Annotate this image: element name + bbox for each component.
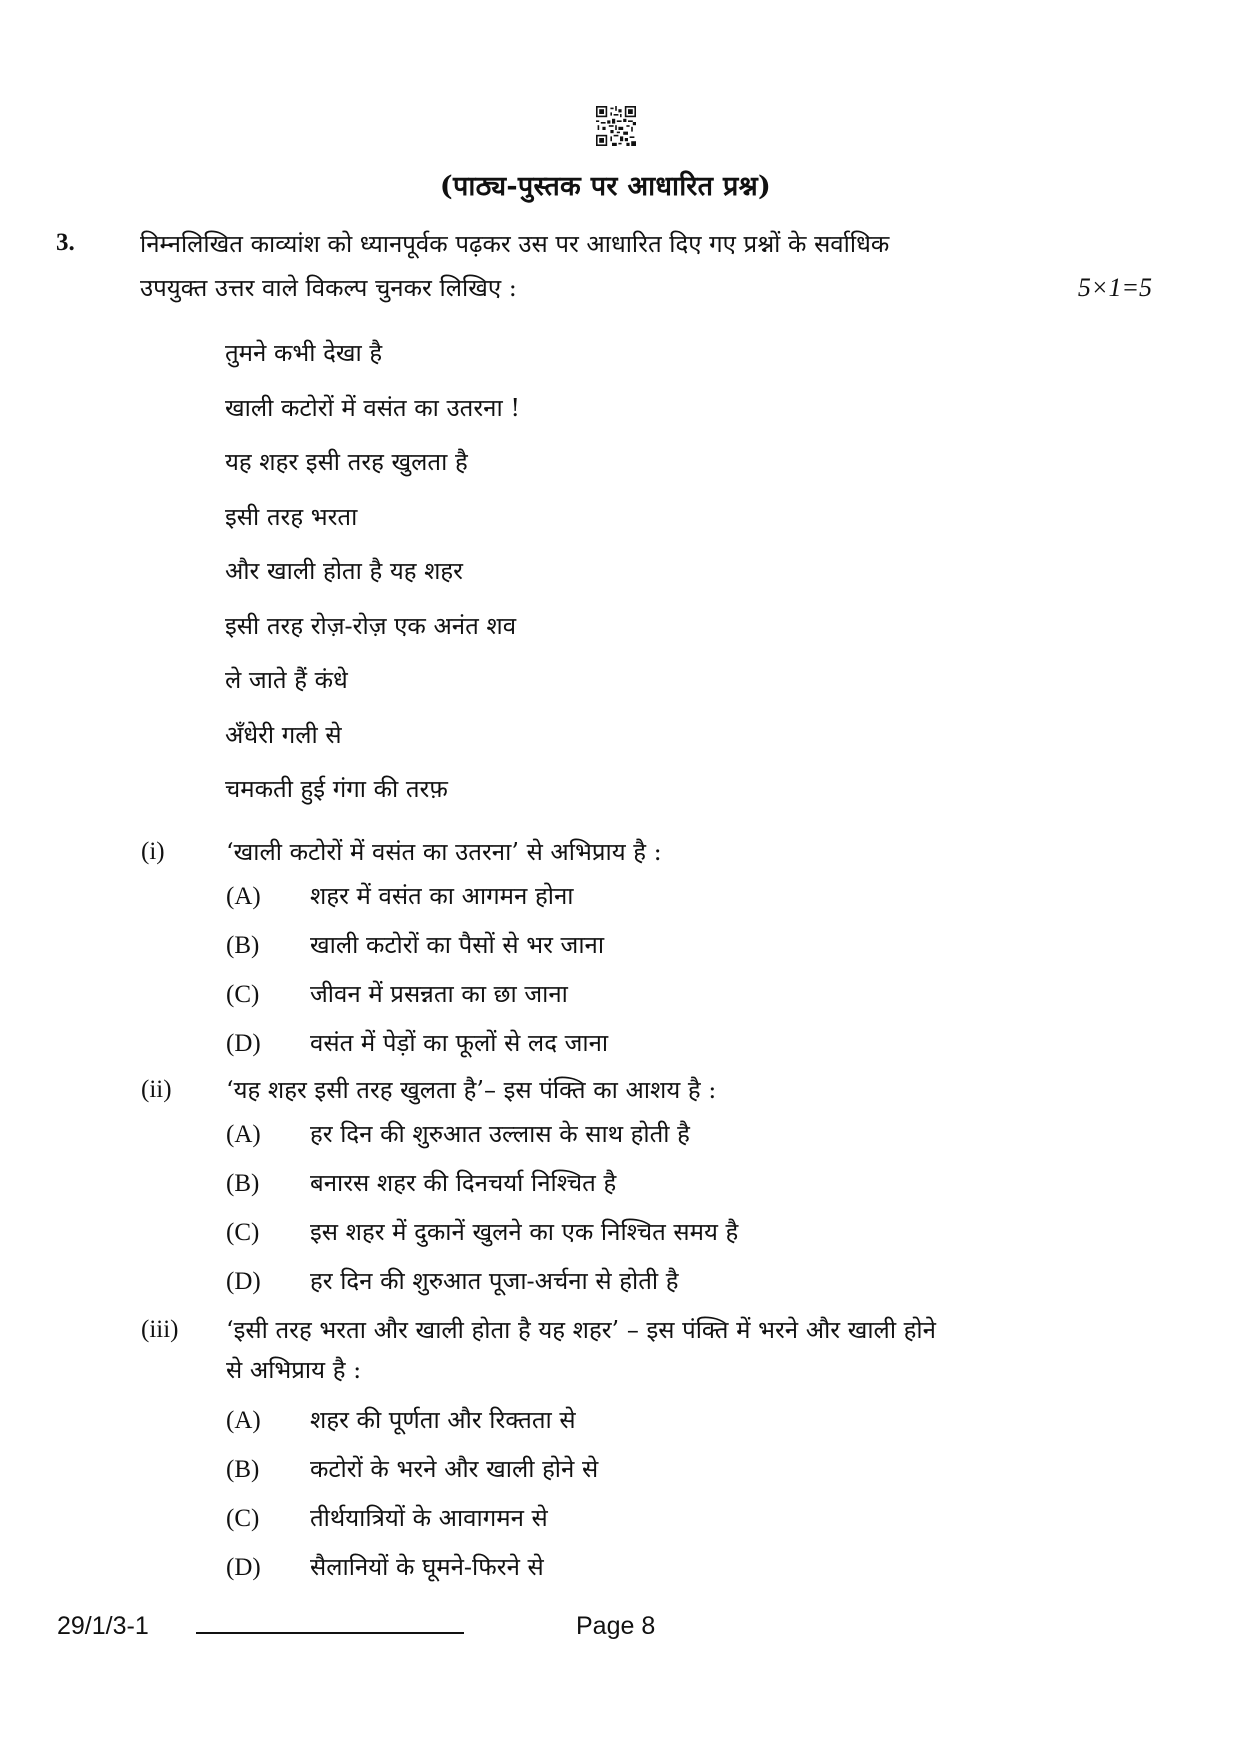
- option-text: सैलानियों के घूमने-फिरने से: [310, 1553, 544, 1581]
- poem-excerpt: [225, 338, 520, 829]
- option: [226, 1215, 738, 1248]
- option-text: खाली कटोरों का पैसों से भर जाना: [310, 931, 605, 959]
- poem-line: चमकती हुई गंगा की तरफ़: [225, 775, 448, 803]
- page-number: Page 8: [576, 1612, 656, 1640]
- option-label: (D): [226, 1030, 261, 1057]
- option: [226, 1550, 544, 1583]
- question-text: [140, 222, 1152, 310]
- poem-line: यह शहर इसी तरह खुलता है: [225, 448, 468, 476]
- poem-line: इसी तरह रोज़-रोज़ एक अनंत शव: [225, 611, 517, 640]
- subquestion-number: (i): [141, 838, 165, 865]
- option-label: (A): [226, 883, 261, 910]
- option-text: हर दिन की शुरुआत पूजा-अर्चना से होती है: [310, 1267, 679, 1295]
- paper-code: 29/1/3-1: [57, 1612, 149, 1640]
- poem-line: इसी तरह भरता: [225, 502, 358, 531]
- option-label: (C): [226, 1505, 260, 1532]
- option: [226, 1166, 616, 1199]
- option-text: शहर में वसंत का आगमन होना: [310, 882, 574, 910]
- marks-label: 5×1=5: [1077, 273, 1152, 302]
- option-label: (B): [226, 932, 260, 959]
- option-text: बनारस शहर की दिनचर्या निश्चित है: [310, 1169, 617, 1197]
- qr-code-icon: [596, 106, 636, 146]
- subquestion-number: (ii): [141, 1076, 172, 1103]
- poem-line: और खाली होता है यह शहर: [225, 557, 463, 585]
- poem-line: अँधेरी गली से: [225, 720, 342, 749]
- option-text: कटोरों के भरने और खाली होने से: [310, 1455, 599, 1483]
- option: [226, 879, 573, 912]
- option: [226, 1452, 598, 1485]
- option: [226, 1264, 678, 1297]
- option-text: वसंत में पेड़ों का फूलों से लद जाना: [310, 1029, 609, 1057]
- option: [226, 1117, 690, 1150]
- subquestion-number: (iii): [141, 1316, 179, 1343]
- question-text-line-2: उपयुक्त उत्तर वाले विकल्प चुनकर लिखिए :: [140, 274, 517, 302]
- subquestion-stem: [226, 1310, 1241, 1390]
- option-text: तीर्थयात्रियों के आवागमन से: [310, 1504, 548, 1532]
- option-label: (B): [226, 1170, 260, 1197]
- option: [226, 1403, 576, 1436]
- option-label: (B): [226, 1456, 260, 1483]
- question-text-line-1: निम्नलिखित काव्यांश को ध्यानपूर्वक पढ़कर उस पर आधारित दिए गए प्रश्नों के सर्वाधिक: [140, 230, 890, 258]
- option-label: (C): [226, 981, 260, 1008]
- option-label: (A): [226, 1121, 261, 1148]
- option-text: हर दिन की शुरुआत उल्लास के साथ होती है: [310, 1120, 690, 1148]
- option: [226, 1501, 548, 1534]
- question-number: 3.: [56, 229, 75, 256]
- footer-divider: [196, 1632, 464, 1634]
- option-label: (C): [226, 1219, 260, 1246]
- option-label: (A): [226, 1407, 261, 1434]
- option-text: शहर की पूर्णता और रिक्तता से: [310, 1406, 576, 1434]
- option-label: (D): [226, 1268, 261, 1295]
- section-title: (पाठ्य-पुस्तक पर आधारित प्रश्न): [439, 171, 772, 202]
- subquestion-stem-line-1: ‘इसी तरह भरता और खाली होता है यह शहर’ – इस पंक्ति में भरने और खाली होने: [226, 1316, 936, 1344]
- subquestion-stem-line-2: से अभिप्राय है :: [226, 1356, 362, 1384]
- subquestion-stem: ‘यह शहर इसी तरह खुलता है’– इस पंक्ति का आशय है :: [226, 1076, 717, 1104]
- option-label: (D): [226, 1554, 261, 1581]
- subquestion-stem: ‘खाली कटोरों में वसंत का उतरना’ से अभिप्राय है :: [226, 838, 662, 866]
- option: [226, 1026, 608, 1059]
- option: [226, 977, 568, 1010]
- poem-line: तुमने कभी देखा है: [225, 339, 383, 367]
- option-text: इस शहर में दुकानें खुलने का एक निश्चित समय है: [310, 1218, 739, 1246]
- poem-line: ले जाते हैं कंधे: [225, 666, 348, 694]
- option-text: जीवन में प्रसन्नता का छा जाना: [310, 980, 568, 1008]
- poem-line: खाली कटोरों में वसंत का उतरना !: [225, 393, 520, 422]
- option: [226, 928, 604, 961]
